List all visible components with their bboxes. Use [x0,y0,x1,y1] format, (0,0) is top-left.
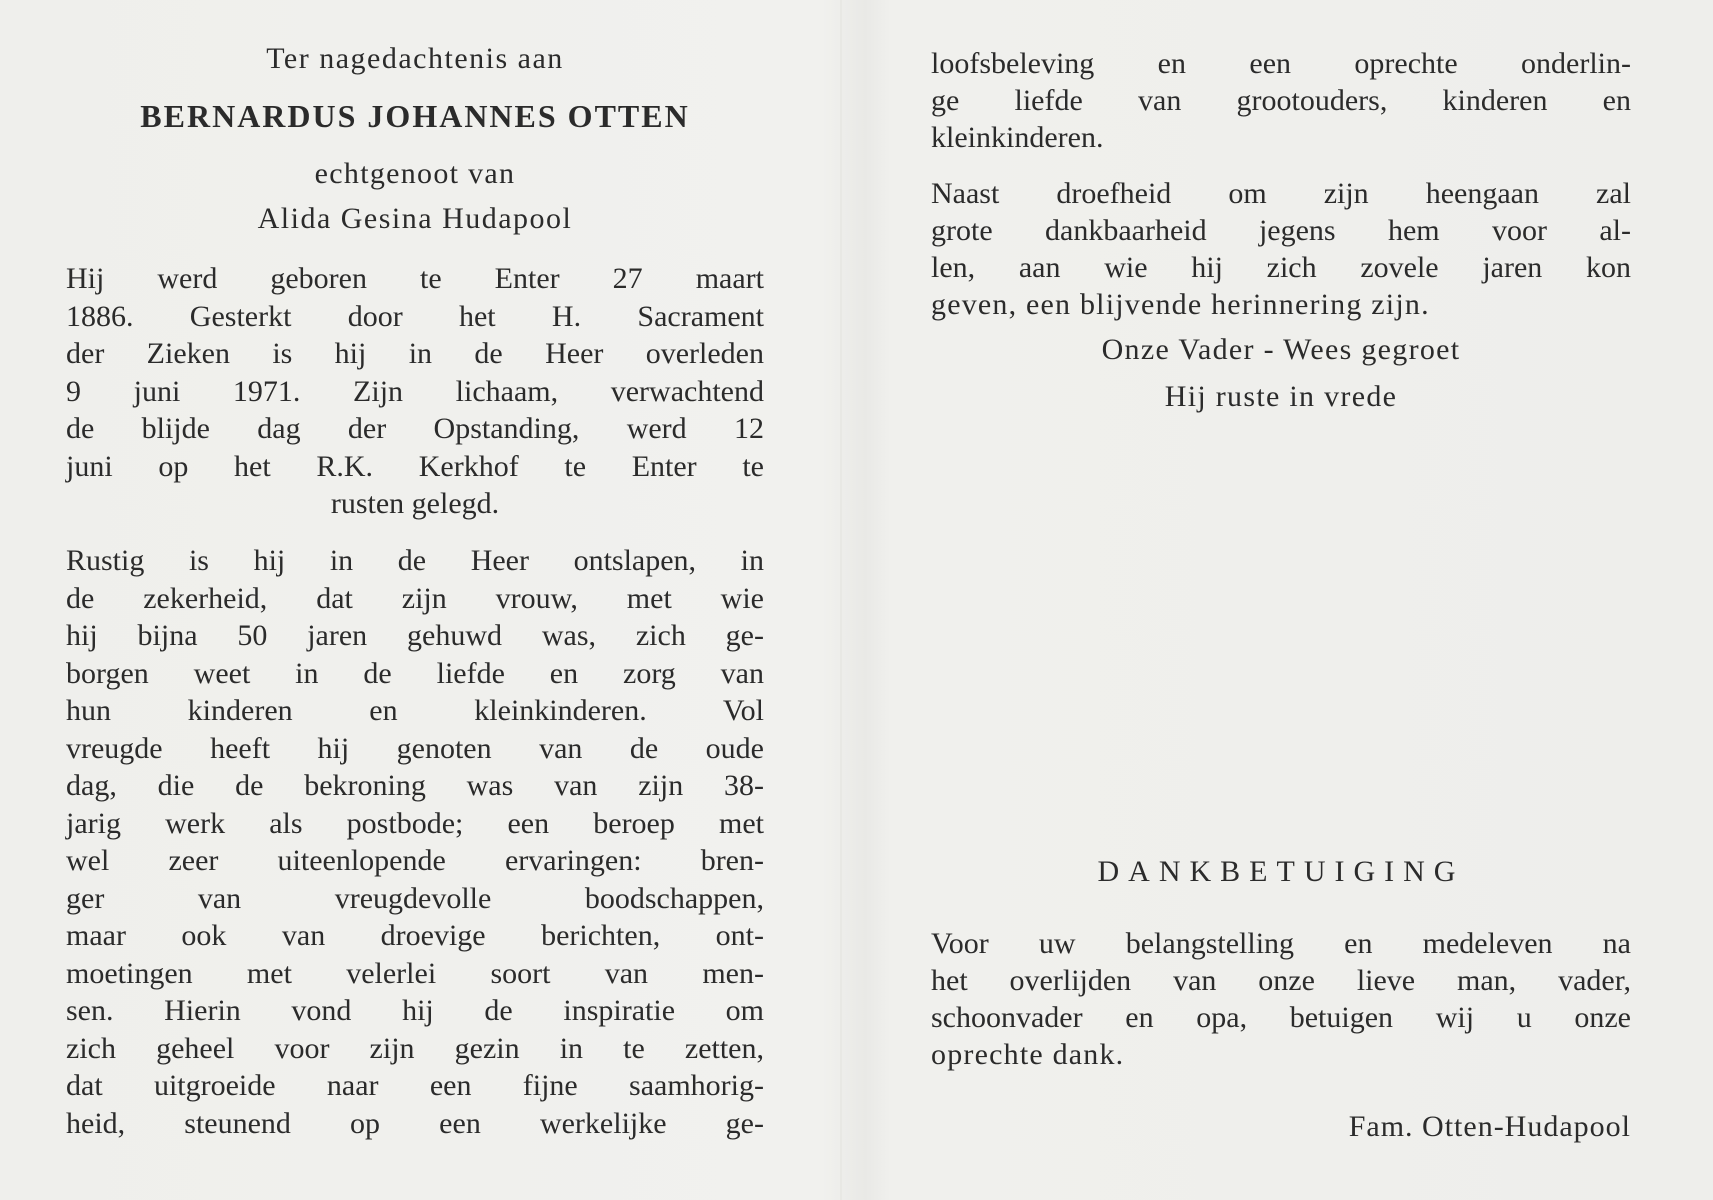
text-line: borgen weet in de liefde en zorg van [66,656,764,690]
text-line: 9 juni 1971. Zijn lichaam, verwachtend [66,374,764,408]
text-line: hij bijna 50 jaren gehuwd was, zich ge- [66,619,764,652]
deceased-name: BERNARDUS JOHANNES OTTEN [140,98,690,134]
text-line: wel zeer uiteenlopende ervaringen: bren- [66,844,764,877]
text-line: loofsbeleving en een oprechte onderlin- [931,47,1631,80]
text-line: de zekerheid, dat zijn vrouw, met wie [66,581,764,615]
thanks-heading: DANKBETUIGING [1097,855,1465,888]
spouse-name: Alida Gesina Hudapool [257,202,573,235]
text-line: kleinkinderen. [931,121,1104,154]
text-line: het overlijden van onze lieve man, vader, [931,964,1631,997]
card-fold [840,0,842,1200]
text-line: schoonvader en opa, betuigen wij u onze [931,1001,1631,1034]
text-line: maar ook van droevige berichten, ont- [66,919,764,952]
text-line: geven, een blijvende herinnering zijn. [931,288,1430,321]
text-line: zich geheel voor zijn gezin in te zetten, [66,1031,764,1065]
text-line: sen. Hierin vond hij de inspiratie om [66,994,764,1027]
text-line: juni op het R.K. Kerkhof te Enter te [66,449,764,483]
text-line: dag, die de bekroning was van zijn 38- [66,769,764,802]
text-line: grote dankbaarheid jegens hem voor al- [931,214,1631,247]
text-line: ger van vreugdevolle boodschappen, [66,881,764,915]
text-line: 1886. Gesterkt door het H. Sacrament [66,299,764,333]
text-line: Naast droefheid om zijn heengaan zal [931,177,1631,210]
text-line: de blijde dag der Opstanding, werd 12 [66,412,764,445]
text-line: Hij werd geboren te Enter 27 maart [66,262,764,295]
rest-in-peace-line: Hij ruste in vrede [1164,380,1398,413]
text-line: rusten gelegd. [330,487,500,520]
text-line: oprechte dank. [931,1038,1125,1071]
tribute-paragraph [66,542,764,1142]
text-line: vreugde heeft hij genoten van de oude [66,731,764,765]
text-line: heid, steunend op een werkelijke ge- [66,1106,764,1140]
text-line: dat uitgroeide naar een fijne saamhorig- [66,1069,764,1102]
relation-line: echtgenoot van [314,157,516,190]
continuation-paragraph [931,45,1631,156]
prayer-line: Onze Vader - Wees gegroet [1101,333,1461,366]
thanks-paragraph [931,925,1631,1073]
biography-paragraph [66,260,764,523]
gratitude-paragraph [931,175,1631,323]
text-line: Voor uw belangstelling en medeleven na [931,927,1631,960]
text-line: der Zieken is hij in de Heer overleden [66,337,764,370]
text-line: Rustig is hij in de Heer ontslapen, in [66,544,764,577]
text-line: moetingen met velerlei soort van men- [66,956,764,990]
family-signature: Fam. Otten-Hudapool [1348,1110,1631,1143]
text-line: hun kinderen en kleinkinderen. Vol [66,694,764,727]
text-line: jarig werk als postbode; een beroep met [66,806,764,840]
text-line: len, aan wie hij zich zovele jaren kon [931,251,1631,284]
intro-line: Ter nagedachtenis aan [266,42,564,75]
text-line: ge liefde van grootouders, kinderen en [931,84,1631,117]
